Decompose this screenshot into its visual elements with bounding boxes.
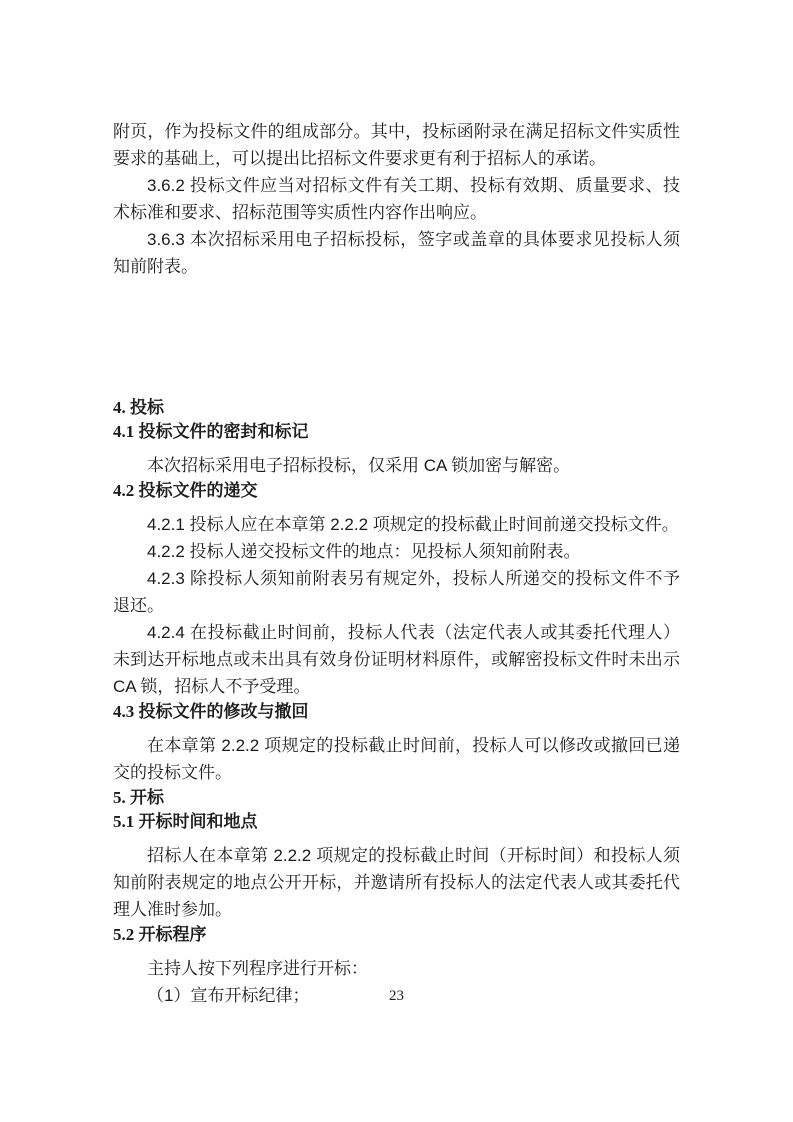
para-5-1-body: 招标人在本章第 2.2.2 项规定的投标截止时间（开标时间）和投标人须知前附表规定的地点公开开标，并邀请所有投标人的法定代表人或其委托代理人准时参加。 [113, 846, 680, 919]
heading-4-1-sealing-marking: 4.1 投标文件的密封和标记 [113, 422, 309, 441]
para-3-6-3: 3.6.3 本次招标采用电子招标投标，签字或盖章的具体要求见投标人须知前附表。 [113, 230, 680, 276]
para-5-2-intro: 主持人按下列程序进行开标： [147, 959, 368, 978]
heading-5-1-time-place: 5.1 开标时间和地点 [113, 812, 258, 831]
para-4-2-4: 4.2.4 在投标截止时间前，投标人代表（法定代表人或其委托代理人）未到达开标地点或未出具有效身份证明材料原件，或解密投标文件时未出示 CA 锁，招标人不予受理。 [113, 623, 680, 696]
heading-5-bid-opening: 5. 开标 [113, 788, 164, 807]
heading-4-bidding: 4. 投标 [113, 398, 164, 417]
para-continuation-3-6-1: 附页，作为投标文件的组成部分。其中，投标函附录在满足招标文件实质性要求的基础上，可以提出比招标文件要求更有利于招标人的承诺。 [113, 122, 680, 168]
page-number: 23 [389, 988, 404, 1004]
heading-4-2-submission: 4.2 投标文件的递交 [113, 481, 258, 500]
para-3-6-2: 3.6.2 投标文件应当对招标文件有关工期、投标有效期、质量要求、技术标准和要求、招标范围等实质性内容作出响应。 [113, 176, 680, 222]
heading-4-3-modify-withdraw: 4.3 投标文件的修改与撤回 [113, 702, 309, 721]
para-4-2-1: 4.2.1 投标人应在本章第 2.2.2 项规定的投标截止时间前递交投标文件。 [147, 515, 679, 534]
para-5-2-item-1: （1）宣布开标纪律； [147, 986, 310, 1005]
para-4-3-body: 在本章第 2.2.2 项规定的投标截止时间前，投标人可以修改或撤回已递交的投标文件。 [113, 736, 680, 782]
para-4-2-3: 4.2.3 除投标人须知前附表另有规定外，投标人所递交的投标文件不予退还。 [113, 569, 680, 615]
heading-5-2-procedure: 5.2 开标程序 [113, 925, 207, 944]
document-content [113, 118, 680, 1009]
para-4-2-2: 4.2.2 投标人递交投标文件的地点：见投标人须知前附表。 [147, 542, 581, 561]
para-4-1-body: 本次招标采用电子招标投标，仅采用 CA 锁加密与解密。 [147, 456, 571, 475]
